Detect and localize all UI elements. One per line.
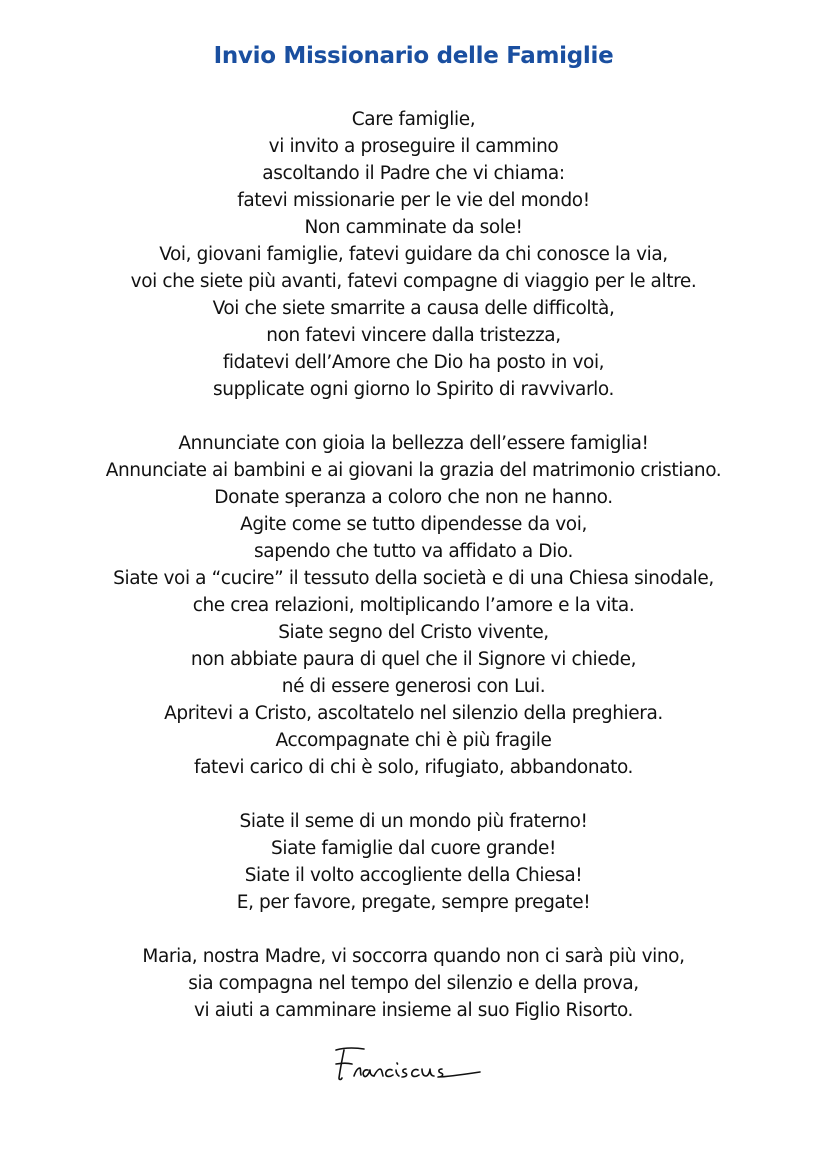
poem-line: sia compagna nel tempo del silenzio e della prova, bbox=[188, 973, 639, 994]
poem-line: Non camminate da sole! bbox=[304, 217, 523, 238]
poem-line: Accompagnate chi è più fragile bbox=[275, 730, 552, 751]
poem-line: fatevi carico di chi è solo, rifugiato, abbandonato. bbox=[193, 757, 634, 778]
stanza bbox=[0, 106, 827, 403]
poem-line: Siate il seme di un mondo più fraterno! bbox=[239, 811, 588, 832]
handwritten-signature bbox=[330, 1042, 500, 1092]
poem-line: supplicate ogni giorno lo Spirito di ravvivarlo. bbox=[213, 379, 614, 400]
poem-line: fidatevi dell’Amore che Dio ha posto in voi, bbox=[222, 352, 605, 373]
poem-line: ascoltando il Padre che vi chiama: bbox=[262, 163, 565, 184]
stanza bbox=[0, 943, 827, 1024]
poem-line: Annunciate con gioia la bellezza dell’essere famiglia! bbox=[178, 433, 649, 454]
poem-line: Care famiglie, bbox=[351, 109, 476, 130]
poem-line: Siate segno del Cristo vivente, bbox=[278, 622, 549, 643]
poem-line: voi che siete più avanti, fatevi compagne di viaggio per le altre. bbox=[130, 271, 697, 292]
poem-line: sapendo che tutto va affidato a Dio. bbox=[254, 541, 573, 562]
poem-line: Siate voi a “cucire” il tessuto della società e di una Chiesa sinodale, bbox=[113, 568, 714, 589]
poem-line: Annunciate ai bambini e ai giovani la grazia del matrimonio cristiano. bbox=[105, 460, 722, 481]
poem-line: Siate il volto accogliente della Chiesa! bbox=[244, 865, 583, 886]
poem-line: fatevi missionarie per le vie del mondo! bbox=[237, 190, 590, 211]
poem-line: non abbiate paura di quel che il Signore vi chiede, bbox=[190, 649, 637, 670]
poem-line: Siate famiglie dal cuore grande! bbox=[271, 838, 556, 859]
poem-line: Donate speranza a coloro che non ne hanno. bbox=[214, 487, 613, 508]
poem-line: vi aiuti a camminare insieme al suo Figlio Risorto. bbox=[193, 1000, 634, 1021]
poem-line: non fatevi vincere dalla tristezza, bbox=[266, 325, 561, 346]
poem-line: Voi, giovani famiglie, fatevi guidare da chi conosce la via, bbox=[159, 244, 668, 265]
poem-line: Agite come se tutto dipendesse da voi, bbox=[240, 514, 587, 535]
page-title: Invio Missionario delle Famiglie bbox=[213, 43, 614, 69]
poem-line: Apritevi a Cristo, ascoltatelo nel silenzio della preghiera. bbox=[164, 703, 663, 724]
poem-line: E, per favore, pregate, sempre pregate! bbox=[236, 892, 591, 913]
poem-line: né di essere generosi con Lui. bbox=[281, 676, 546, 697]
poem-line: Maria, nostra Madre, vi soccorra quando non ci sarà più vino, bbox=[142, 946, 685, 967]
stanza bbox=[0, 430, 827, 781]
poem-line: Voi che siete smarrite a causa delle difficoltà, bbox=[212, 298, 615, 319]
stanza bbox=[0, 808, 827, 916]
poem-body bbox=[0, 106, 827, 1051]
poem-line: che crea relazioni, moltiplicando l’amore e la vita. bbox=[192, 595, 635, 616]
poem-line: vi invito a proseguire il cammino bbox=[268, 136, 559, 157]
